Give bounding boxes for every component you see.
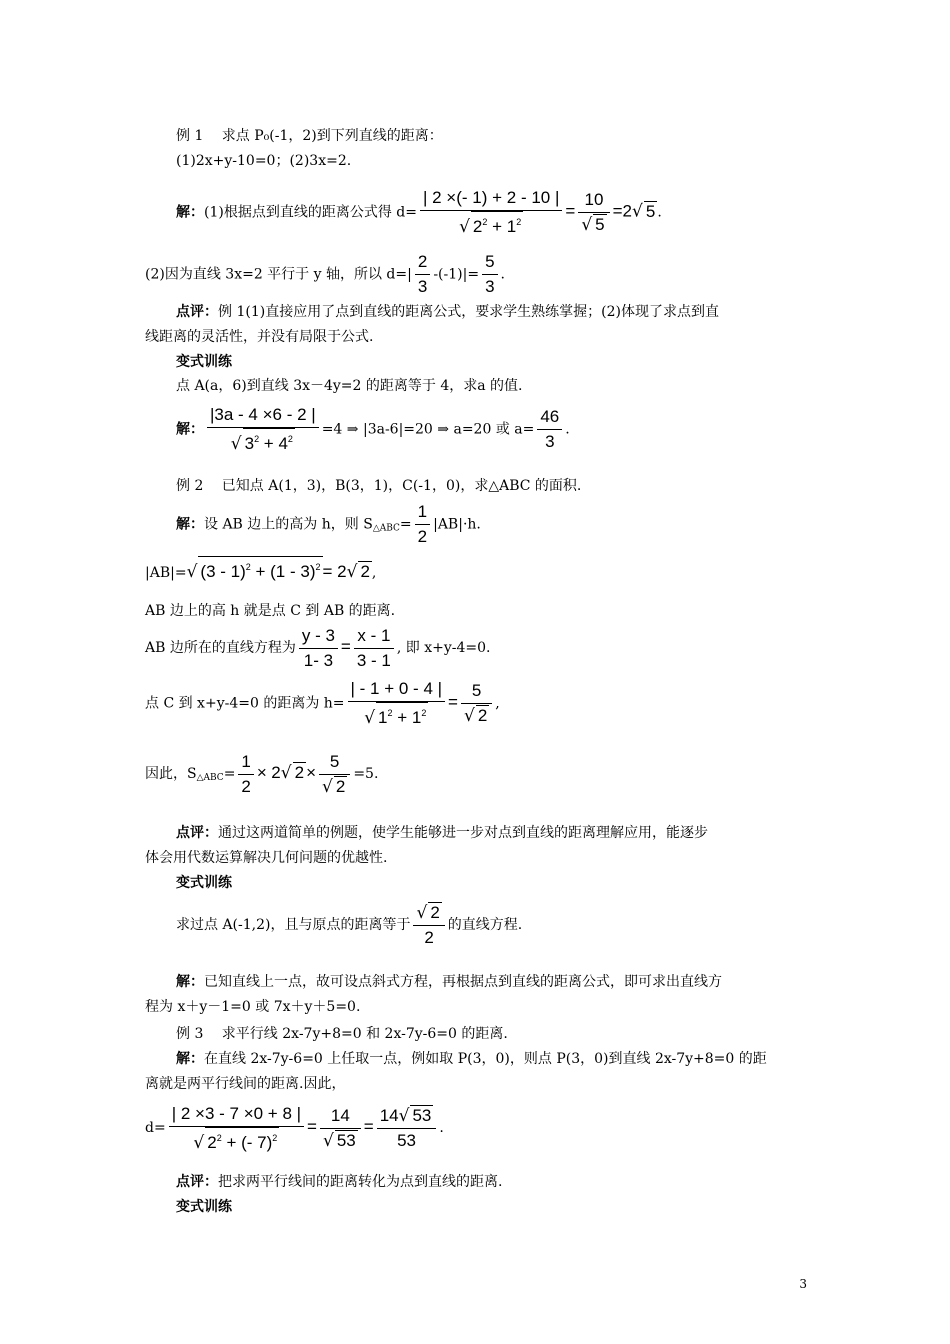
variation-1-solution: 解： $\frac{|3a - 4 \times 6 - 2 |}{√ 3^2 + 4^2}$ =4 ⇒ |3a-6|=20 ⇒ a=20 或 a= $\frac{46}{3}$ . (176, 405, 570, 454)
example-2-solution: 解：设 AB 边上的高为 h，则 $S_{\triangle ABC}=$ $\frac{1}{2}$ |AB|·h. (176, 502, 481, 546)
fraction-denominator: √ $2^2 + 1^2$ (420, 211, 562, 239)
distance-fraction (420, 186, 562, 239)
equals-sign: = (565, 201, 576, 221)
variation-2-problem: 求过点 A(-1,2)，且与原点的距离等于 $\frac{√ 2}{2}$ 的直线方程. (176, 902, 523, 947)
example-1-items: (1)2x+y-10=0；(2)3x=2. (176, 153, 352, 169)
variation-1-problem: 点 A(a，6)到直线 3x－4y=2 的距离等于 4，求a 的值. (176, 378, 523, 394)
example-3-title: 例 3 求平行线 2x-7y+8=0 和 2x-7y-6=0 的距离. (176, 1026, 508, 1042)
example-3-comment: 点评：把求两平行线间的距离转化为点到直线的距离. (176, 1174, 503, 1190)
variation-2-title: 变式训练 (176, 875, 232, 891)
example-3-solution: 解：在直线 2x-7y-6=0 上任取一点，例如取 P(3，0)，则点 P(3，0)到直线 2x-7y+8=0 的距 (176, 1051, 767, 1067)
result: =2 (612, 201, 633, 221)
solution-text: (1)根据点到直线的距离公式得 d= (204, 204, 417, 221)
example-3-solution-cont: 离就是两平行线间的距离.因此， (145, 1076, 346, 1092)
height-statement: AB 边上的高 h 就是点 C 到 AB 的距离. (145, 603, 396, 619)
example-2-comment-cont: 体会用代数运算解决几何问题的优越性. (145, 850, 388, 866)
example-1-comment-cont: 线距离的灵活性，并没有局限于公式. (145, 329, 374, 345)
fraction-10-root5: $\frac{10}{√ 5}$ (578, 188, 609, 237)
ab-line-equation: AB 边所在的直线方程为 $\frac{y - 3}{1- 3}$ = $\frac{x - 1}{3 - 1}$ , 即 x+y-4=0. (145, 625, 491, 670)
page-number: 3 (799, 1277, 807, 1291)
point-c-distance: 点 C 到 x+y-4=0 的距离为 h= $\frac{| - 1 + 0 - 4 |}{√ 1^2 + 1^2}$ = $\frac{5}{√ 2}$ , (145, 679, 500, 728)
example-2-comment: 点评：通过这两道简单的例题，使学生能够进一步对点到直线的距离理解应用，能逐步 (176, 825, 708, 841)
variation-3-title: 变式训练 (176, 1199, 232, 1215)
example-1-solution: 解：(1)根据点到直线的距离公式得 d= $\frac{| 2 \times(- 1) + 2 - 10 |}{√ 2^2 + 1^2}$ = $\frac{10}{√ 5}$ =2√ 5 . (176, 188, 662, 237)
example-1-comment: 点评：例 1(1)直接应用了点到直线的距离公式，要求学生熟练掌握；(2)体现了求点到直 (176, 304, 720, 320)
solution-label: 解： (176, 204, 204, 221)
example-1-title: 例 1 求点 P₀(-1，2)到下列直线的距离： (176, 128, 443, 144)
fraction-numerator: | 2 ×(- 1) + 2 - 10 | (420, 186, 562, 211)
parallel-distance: d= $\frac{| 2 \times 3 - 7 \times 0 + 8 |}{√ 2^2 + (- 7)^2}$ = $\frac{14}{√ 53}$ = $\frac{14√ 53}{53}$ . (145, 1103, 444, 1153)
variation-2-solution-cont: 程为 x＋y－1=0 或 7x＋y＋5=0. (145, 999, 361, 1015)
example-2-title: 例 2 已知点 A(1，3)，B(3，1)，C(-1，0)，求△ABC 的面积. (176, 478, 582, 494)
variation-2-solution: 解：已知直线上一点，故可设点斜式方程，再根据点到直线的距离公式，即可求出直线方 (176, 974, 722, 990)
variation-1-title: 变式训练 (176, 354, 232, 370)
example-1-part-2: (2)因为直线 3x=2 平行于 y 轴，所以 d=| $\frac{2}{3}$ -(-1)|= $\frac{5}{3}$ . (145, 252, 505, 296)
triangle-area: 因此，$S_{\triangle ABC}=$ $\frac{1}{2}$ × 2√ 2 × $\frac{5}{√ 2}$ =5. (145, 751, 379, 797)
ab-length: |AB|=√ (3 - 1)$^2$ + (1 - 3)$^2$ = 2√ 2 , (145, 556, 376, 588)
